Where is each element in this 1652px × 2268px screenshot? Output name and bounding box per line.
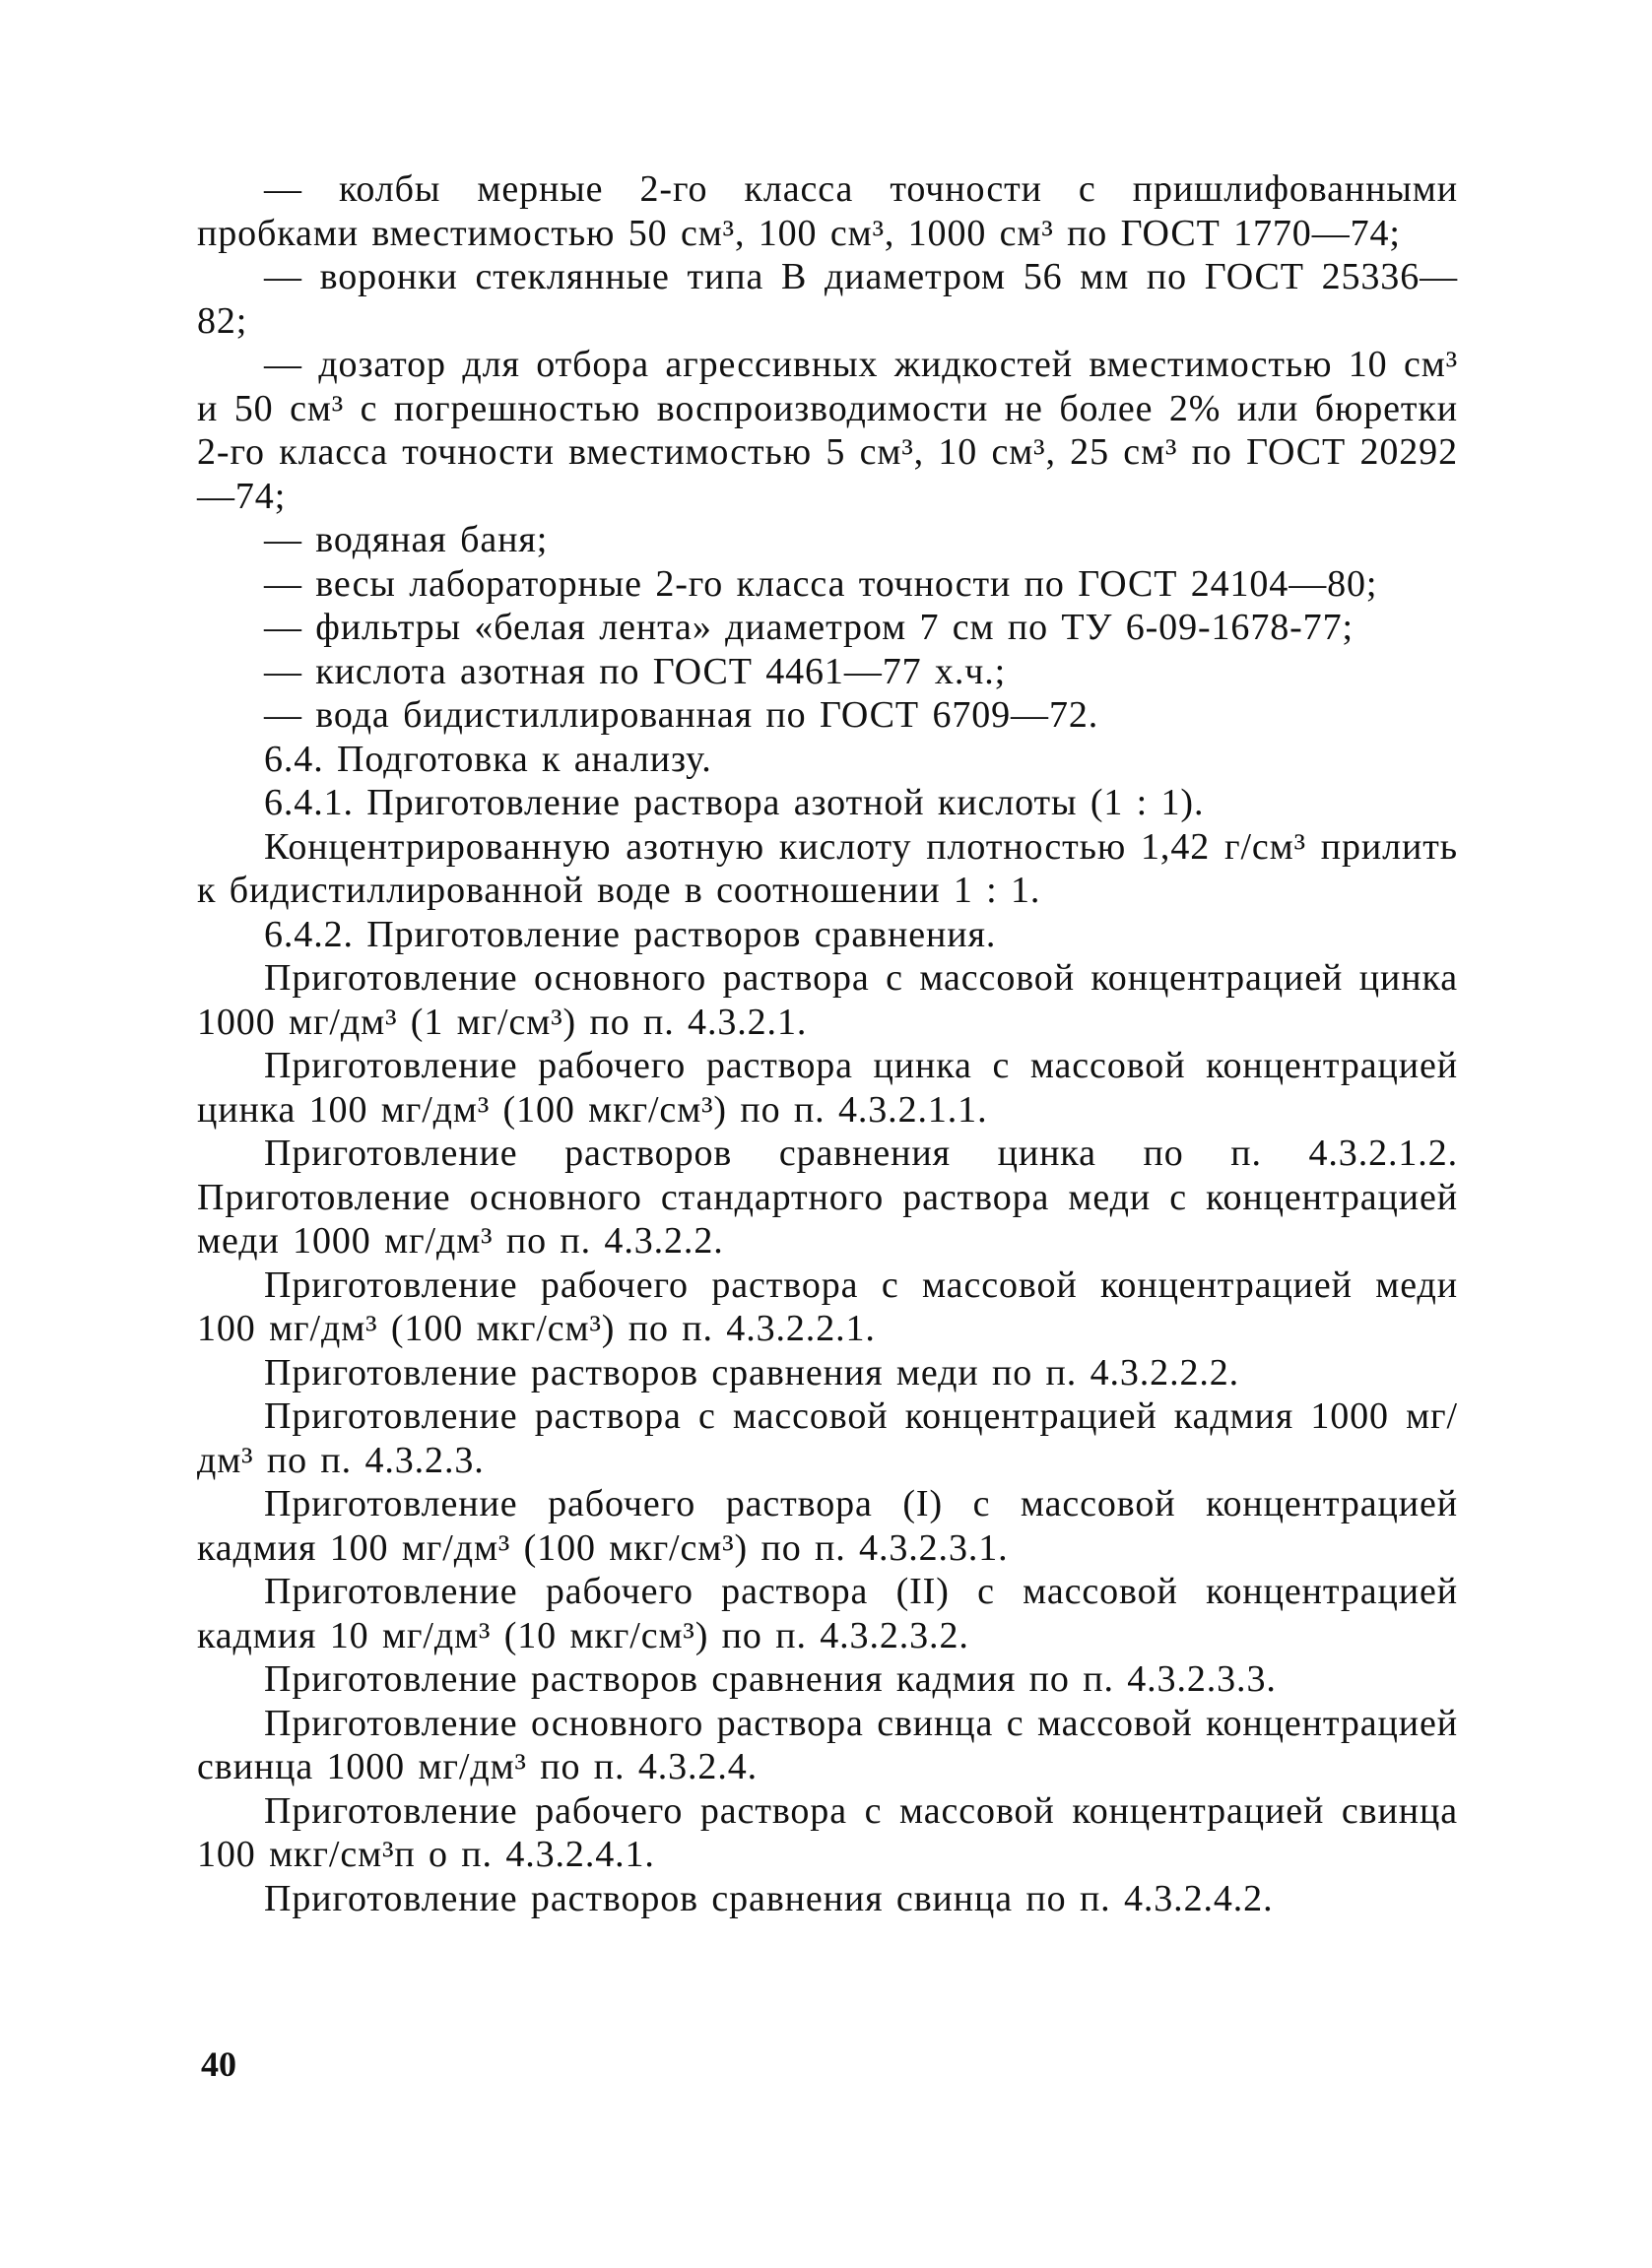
list-item-funnels: — воронки стеклянные типа В диаметром 56 мм по ГОСТ 25336—82; (197, 256, 1458, 342)
section-heading-6-4-2: 6.4.2. Приготовление растворов сравнения. (264, 913, 997, 955)
list-item-scales: — весы лабораторные 2-го класса точности по ГОСТ 24104—80; (264, 562, 1378, 605)
page-number: 40 (201, 2044, 236, 2084)
paragraph-cadmium-main: Приготовление раствора с массовой концентрацией кадмия 1000 мг/дм³ по п. 4.3.2.3. (197, 1395, 1458, 1481)
paragraph-cadmium-working-2: Приготовление рабочего раствора (II) с массовой концентрацией кадмия 10 мг/дм³ (10 мкг/см³) по п. 4.3.2.3.2. (197, 1571, 1458, 1656)
paragraph-cadmium-comparison: Приготовление растворов сравнения кадмия по п. 4.3.2.3.3. (264, 1658, 1277, 1700)
section-heading-6-4-1: 6.4.1. Приготовление раствора азотной кислоты (1 : 1). (264, 782, 1205, 823)
list-item-filters: — фильтры «белая лента» диаметром 7 см по ТУ 6-09-1678-77; (264, 607, 1354, 648)
paragraph-zinc-comparison-copper-main: Приготовление растворов сравнения цинка по п. 4.3.2.1.2. Приготовление основного стандартного раствора меди с концентрацией меди 1000 мг/дм³ по п. 4.3.2.2. (197, 1133, 1458, 1262)
paragraph-lead-main: Приготовление основного раствора свинца с массовой концентрацией свинца 1000 мг/дм³ по п. 4.3.2.4. (197, 1702, 1458, 1787)
paragraph-acid-preparation: Концентрированную азотную кислоту плотностью 1,42 г/см³ прилить к бидистиллированной воде в соотношении 1 : 1. (197, 825, 1458, 911)
paragraph-copper-comparison: Приготовление растворов сравнения меди по п. 4.3.2.2.2. (264, 1351, 1240, 1393)
paragraph-cadmium-working-1: Приготовление рабочего раствора (I) с массовой концентрацией кадмия 100 мг/дм³ (100 мкг/см³) по п. 4.3.2.3.1. (197, 1483, 1458, 1569)
list-item-flasks: — колбы мерные 2-го класса точности с пришлифованными пробками вместимостью 50 см³, 100 см³, 1000 см³ по ГОСТ 1770—74; (197, 168, 1458, 254)
list-item-bidistilled-water: — вода бидистиллированная по ГОСТ 6709—72. (264, 694, 1099, 736)
paragraph-zinc-main: Приготовление основного раствора с массовой концентрацией цинка 1000 мг/дм³ (1 мг/см³) по п. 4.3.2.1. (197, 957, 1458, 1043)
list-item-water-bath: — водяная баня; (264, 519, 549, 560)
paragraph-lead-comparison: Приготовление растворов сравнения свинца по п. 4.3.2.4.2. (264, 1877, 1274, 1919)
list-item-dispenser: — дозатор для отбора агрессивных жидкостей вместимостью 10 см³ и 50 см³ с погрешностью воспроизводимости не более 2% или бюретки 2-го класса точности вместимостью 5 см³, 10 см³, 25 см³ по ГОСТ 20292—74; (197, 344, 1458, 517)
section-heading-6-4: 6.4. Подготовка к анализу. (264, 738, 712, 780)
paragraph-copper-working: Приготовление рабочего раствора с массовой концентрацией меди 100 мг/дм³ (100 мкг/см³) по п. 4.3.2.2.1. (197, 1264, 1458, 1349)
body-text (197, 167, 1458, 1920)
paragraph-zinc-working: Приготовление рабочего раствора цинка с массовой концентрацией цинка 100 мг/дм³ (100 мкг/см³) по п. 4.3.2.1.1. (197, 1045, 1458, 1131)
list-item-nitric-acid: — кислота азотная по ГОСТ 4461—77 х.ч.; (264, 650, 1007, 692)
paragraph-lead-working: Приготовление рабочего раствора с массовой концентрацией свинца 100 мкг/см³п о п. 4.3.2.4.1. (197, 1789, 1458, 1875)
